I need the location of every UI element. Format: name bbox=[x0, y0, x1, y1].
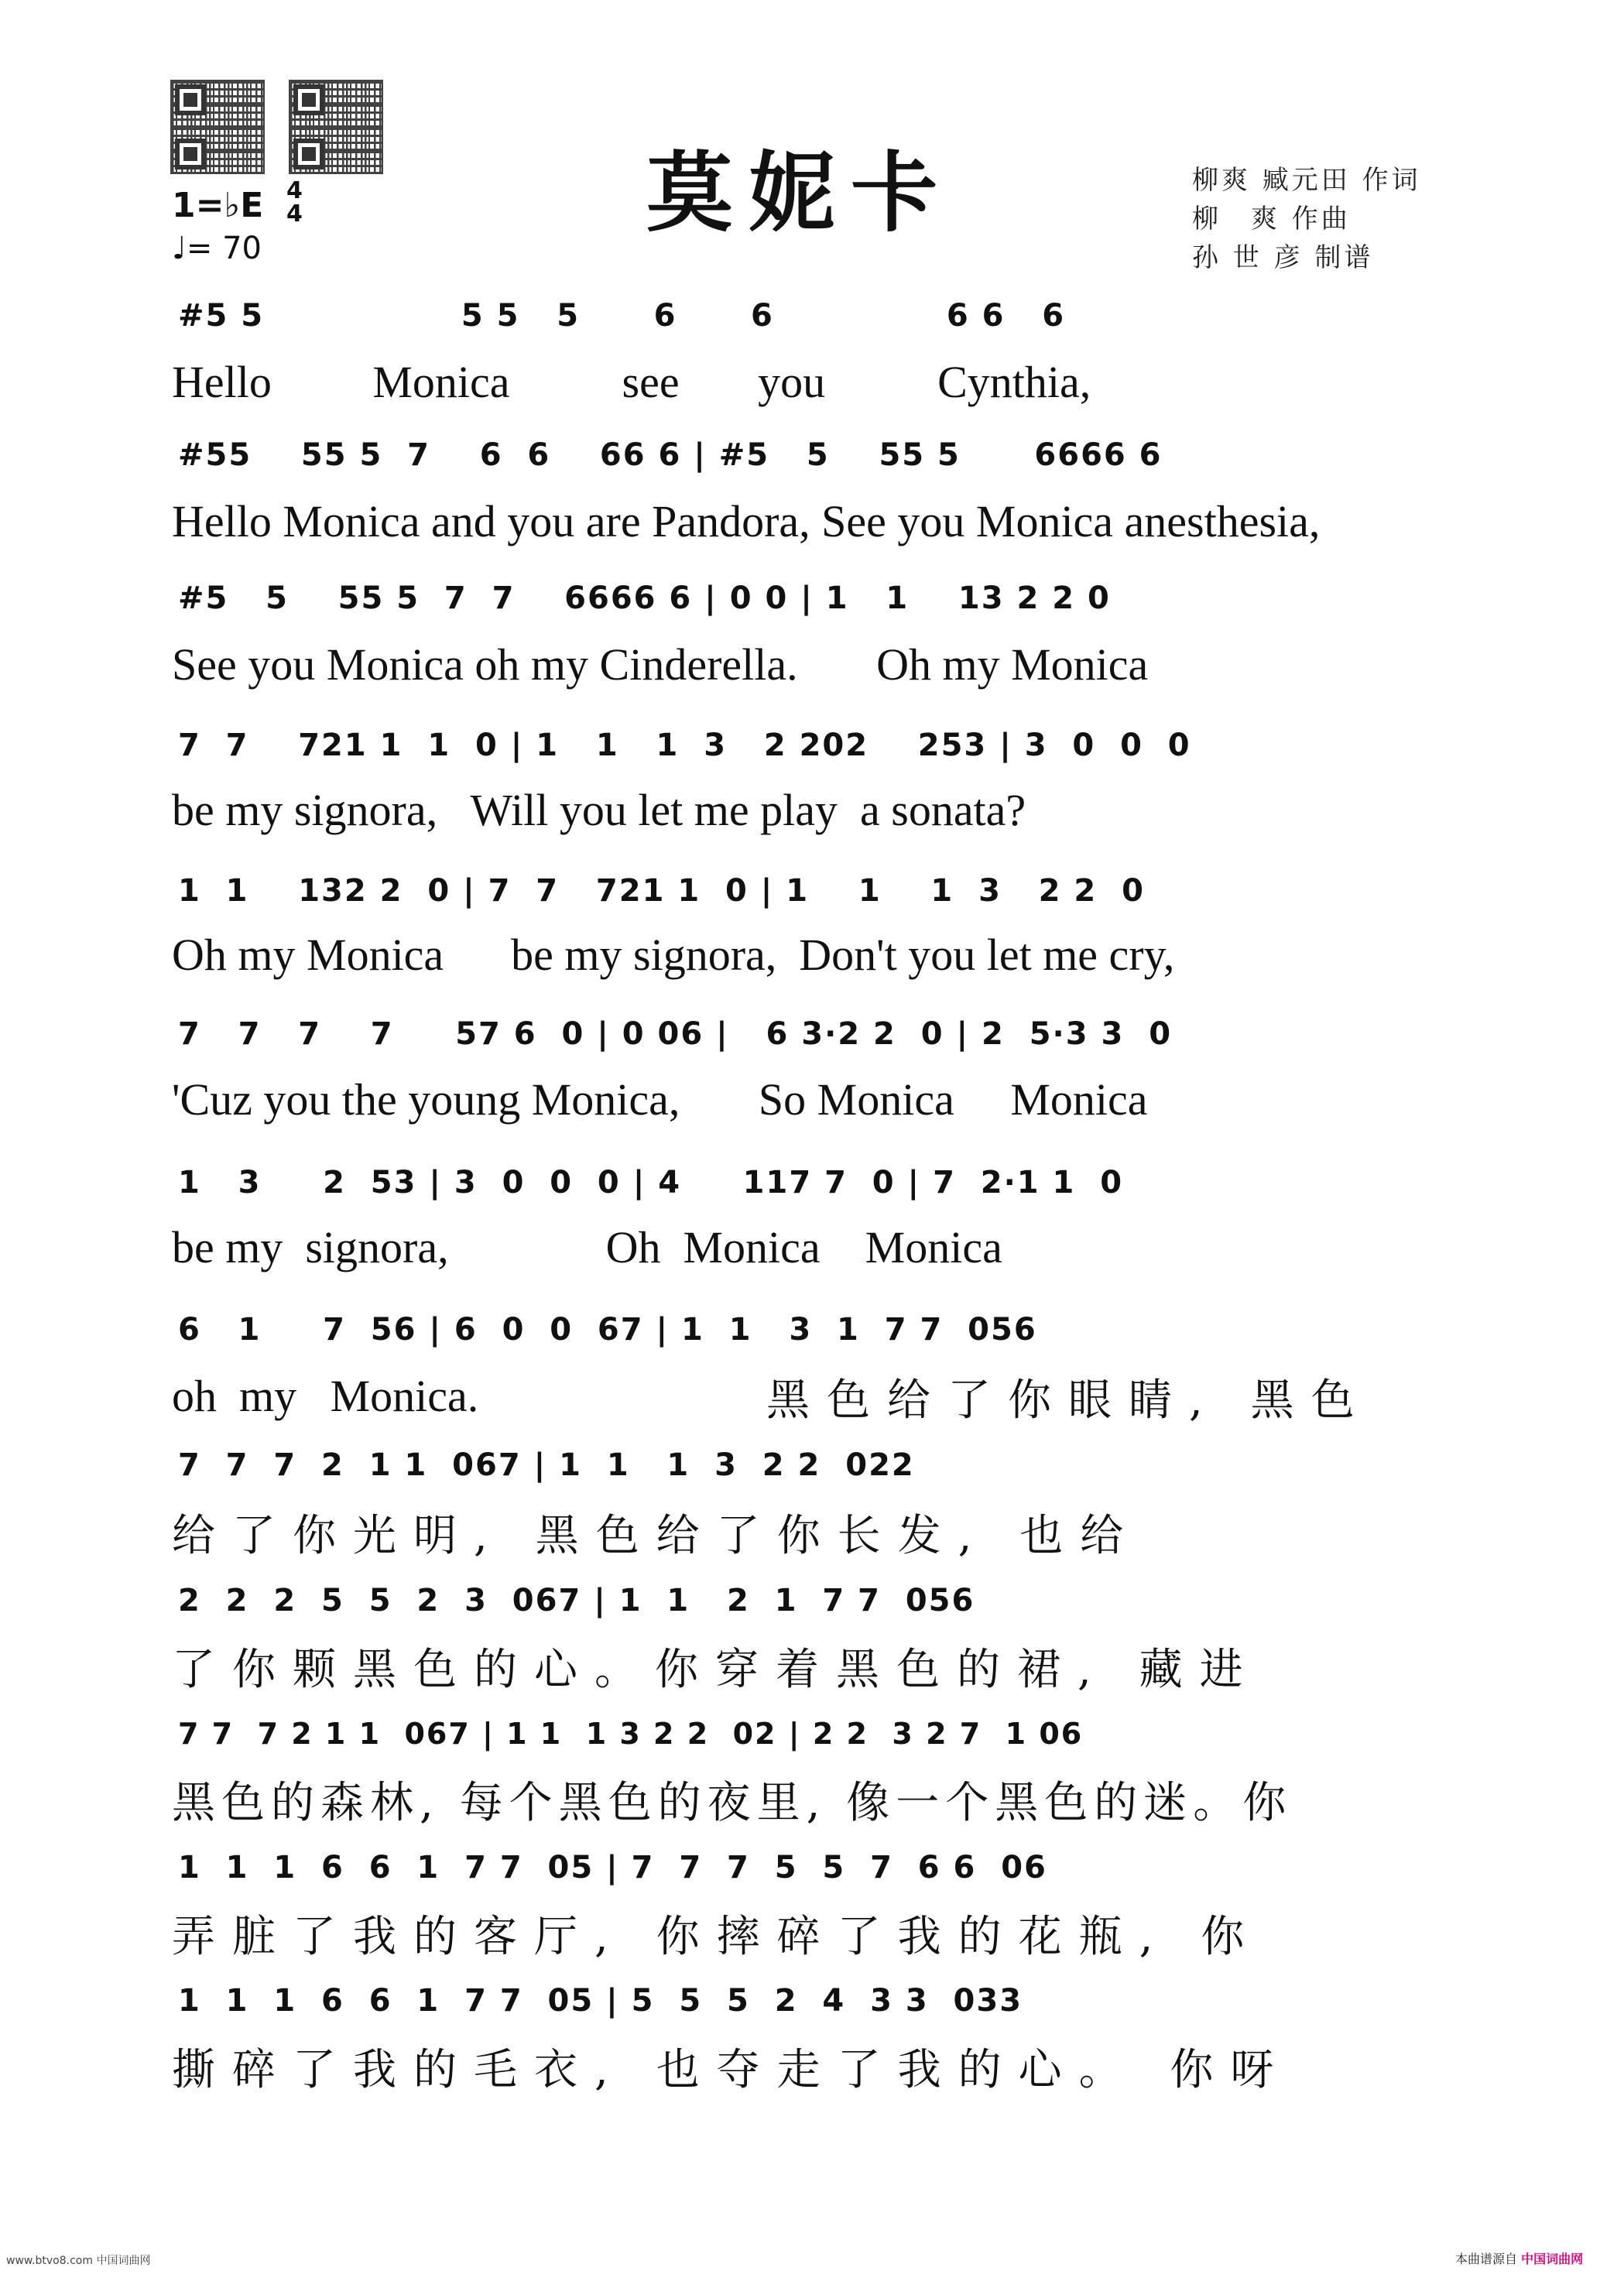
credit-transcriber: 孙 世 彦 制谱 bbox=[1192, 242, 1374, 273]
lyric-row-8: oh my Monica. bbox=[172, 1371, 479, 1421]
qr-code-2 bbox=[289, 80, 383, 174]
lyric-row-2: Hello Monica and you are Pandora, See you Monica anesthesia, bbox=[172, 496, 1321, 546]
footer-source bbox=[1455, 2249, 1583, 2267]
notation-row-5: 1 1 132 2 0 | 7 7 721 1 0 | 1 1 1 3 2 2 0 bbox=[178, 873, 1145, 909]
notation-row-2: #55 55 5 7 6 6 66 6 | #5 5 55 5 6666 6 bbox=[178, 437, 1163, 473]
notation-row-9: 7 7 7 2 1 1 067 | 1 1 1 3 2 2 022 bbox=[178, 1447, 915, 1483]
lyric-row-7: be my signora, Oh Monica Monica bbox=[172, 1222, 1002, 1272]
credit-lyricist: 柳爽 臧元田 作词 bbox=[1192, 165, 1421, 196]
lyric-row-5: Oh my Monica be my signora, Don't you let me cry, bbox=[172, 930, 1175, 980]
footer-source-prefix: 本曲谱源自 bbox=[1455, 2252, 1518, 2266]
lyric-row-8-chinese: 黑色给了你眼睛, 黑色 bbox=[766, 1375, 1372, 1426]
key-signature: 1=♭E bbox=[172, 186, 264, 225]
lyric-row-10-chinese: 了你颗黑色的心。你穿着黑色的裙, 藏进 bbox=[172, 1645, 1260, 1695]
time-sig-bottom: 4 bbox=[286, 200, 303, 228]
footer-brand: 中国词曲网 bbox=[1521, 2252, 1584, 2266]
tempo-marking: ♩= 70 bbox=[172, 231, 262, 266]
time-sig-top: 4 bbox=[286, 177, 303, 204]
notation-row-4: 7 7 721 1 1 0 | 1 1 1 3 2 202 253 | 3 0 0 0 bbox=[178, 728, 1191, 763]
notation-row-12: 1 1 1 6 6 1 7 7 05 | 7 7 7 5 5 7 6 6 06 bbox=[178, 1850, 1047, 1885]
page-title: 莫妮卡 bbox=[646, 142, 953, 244]
lyric-row-4: be my signora, Will you let me play a sonata? bbox=[172, 785, 1026, 835]
lyric-row-13-chinese: 撕碎了我的毛衣, 也夺走了我的心。 你呀 bbox=[172, 2045, 1291, 2095]
footer-website: www.btvo8.com 中国词曲网 bbox=[6, 2255, 151, 2267]
notation-row-7: 1 3 2 53 | 3 0 0 0 | 4 117 7 0 | 7 2·1 1 0 bbox=[178, 1165, 1124, 1200]
lyric-row-1: Hello Monica see you Cynthia, bbox=[172, 357, 1091, 407]
notation-row-6: 7 7 7 7 57 6 0 | 0 06 | 6 3·2 2 0 | 2 5·3 3 0 bbox=[178, 1016, 1173, 1052]
notation-row-10: 2 2 2 5 5 2 3 067 | 1 1 2 1 7 7 056 bbox=[178, 1583, 975, 1618]
lyric-row-11-chinese: 黑色的森林, 每个黑色的夜里, 像一个黑色的迷。你 bbox=[172, 1778, 1293, 1828]
qr-code-1 bbox=[170, 80, 265, 174]
time-signature bbox=[286, 177, 303, 228]
lyric-row-6: 'Cuz you the young Monica, So Monica Monica bbox=[172, 1074, 1148, 1125]
notation-row-8: 6 1 7 56 | 6 0 0 67 | 1 1 3 1 7 7 056 bbox=[178, 1312, 1037, 1348]
lyric-row-9-chinese: 给了你光明, 黑色给了你长发, 也给 bbox=[172, 1511, 1141, 1561]
lyric-row-3: See you Monica oh my Cinderella. Oh my Monica bbox=[172, 639, 1149, 690]
lyric-row-12-chinese: 弄脏了我的客厅, 你摔碎了我的花瓶, 你 bbox=[172, 1912, 1262, 1962]
notation-row-1: #5 5 5 5 5 6 6 6 6 6 bbox=[178, 298, 1066, 334]
notation-row-11: 7 7 7 2 1 1 067 | 1 1 1 3 2 2 02 | 2 2 3 2 7 1 06 bbox=[178, 1717, 1084, 1751]
credit-composer: 柳 爽 作曲 bbox=[1192, 204, 1351, 235]
notation-row-13: 1 1 1 6 6 1 7 7 05 | 5 5 5 2 4 3 3 033 bbox=[178, 1983, 1023, 2019]
notation-row-3: #5 5 55 5 7 7 6666 6 | 0 0 | 1 1 13 2 2 0 bbox=[178, 581, 1111, 616]
